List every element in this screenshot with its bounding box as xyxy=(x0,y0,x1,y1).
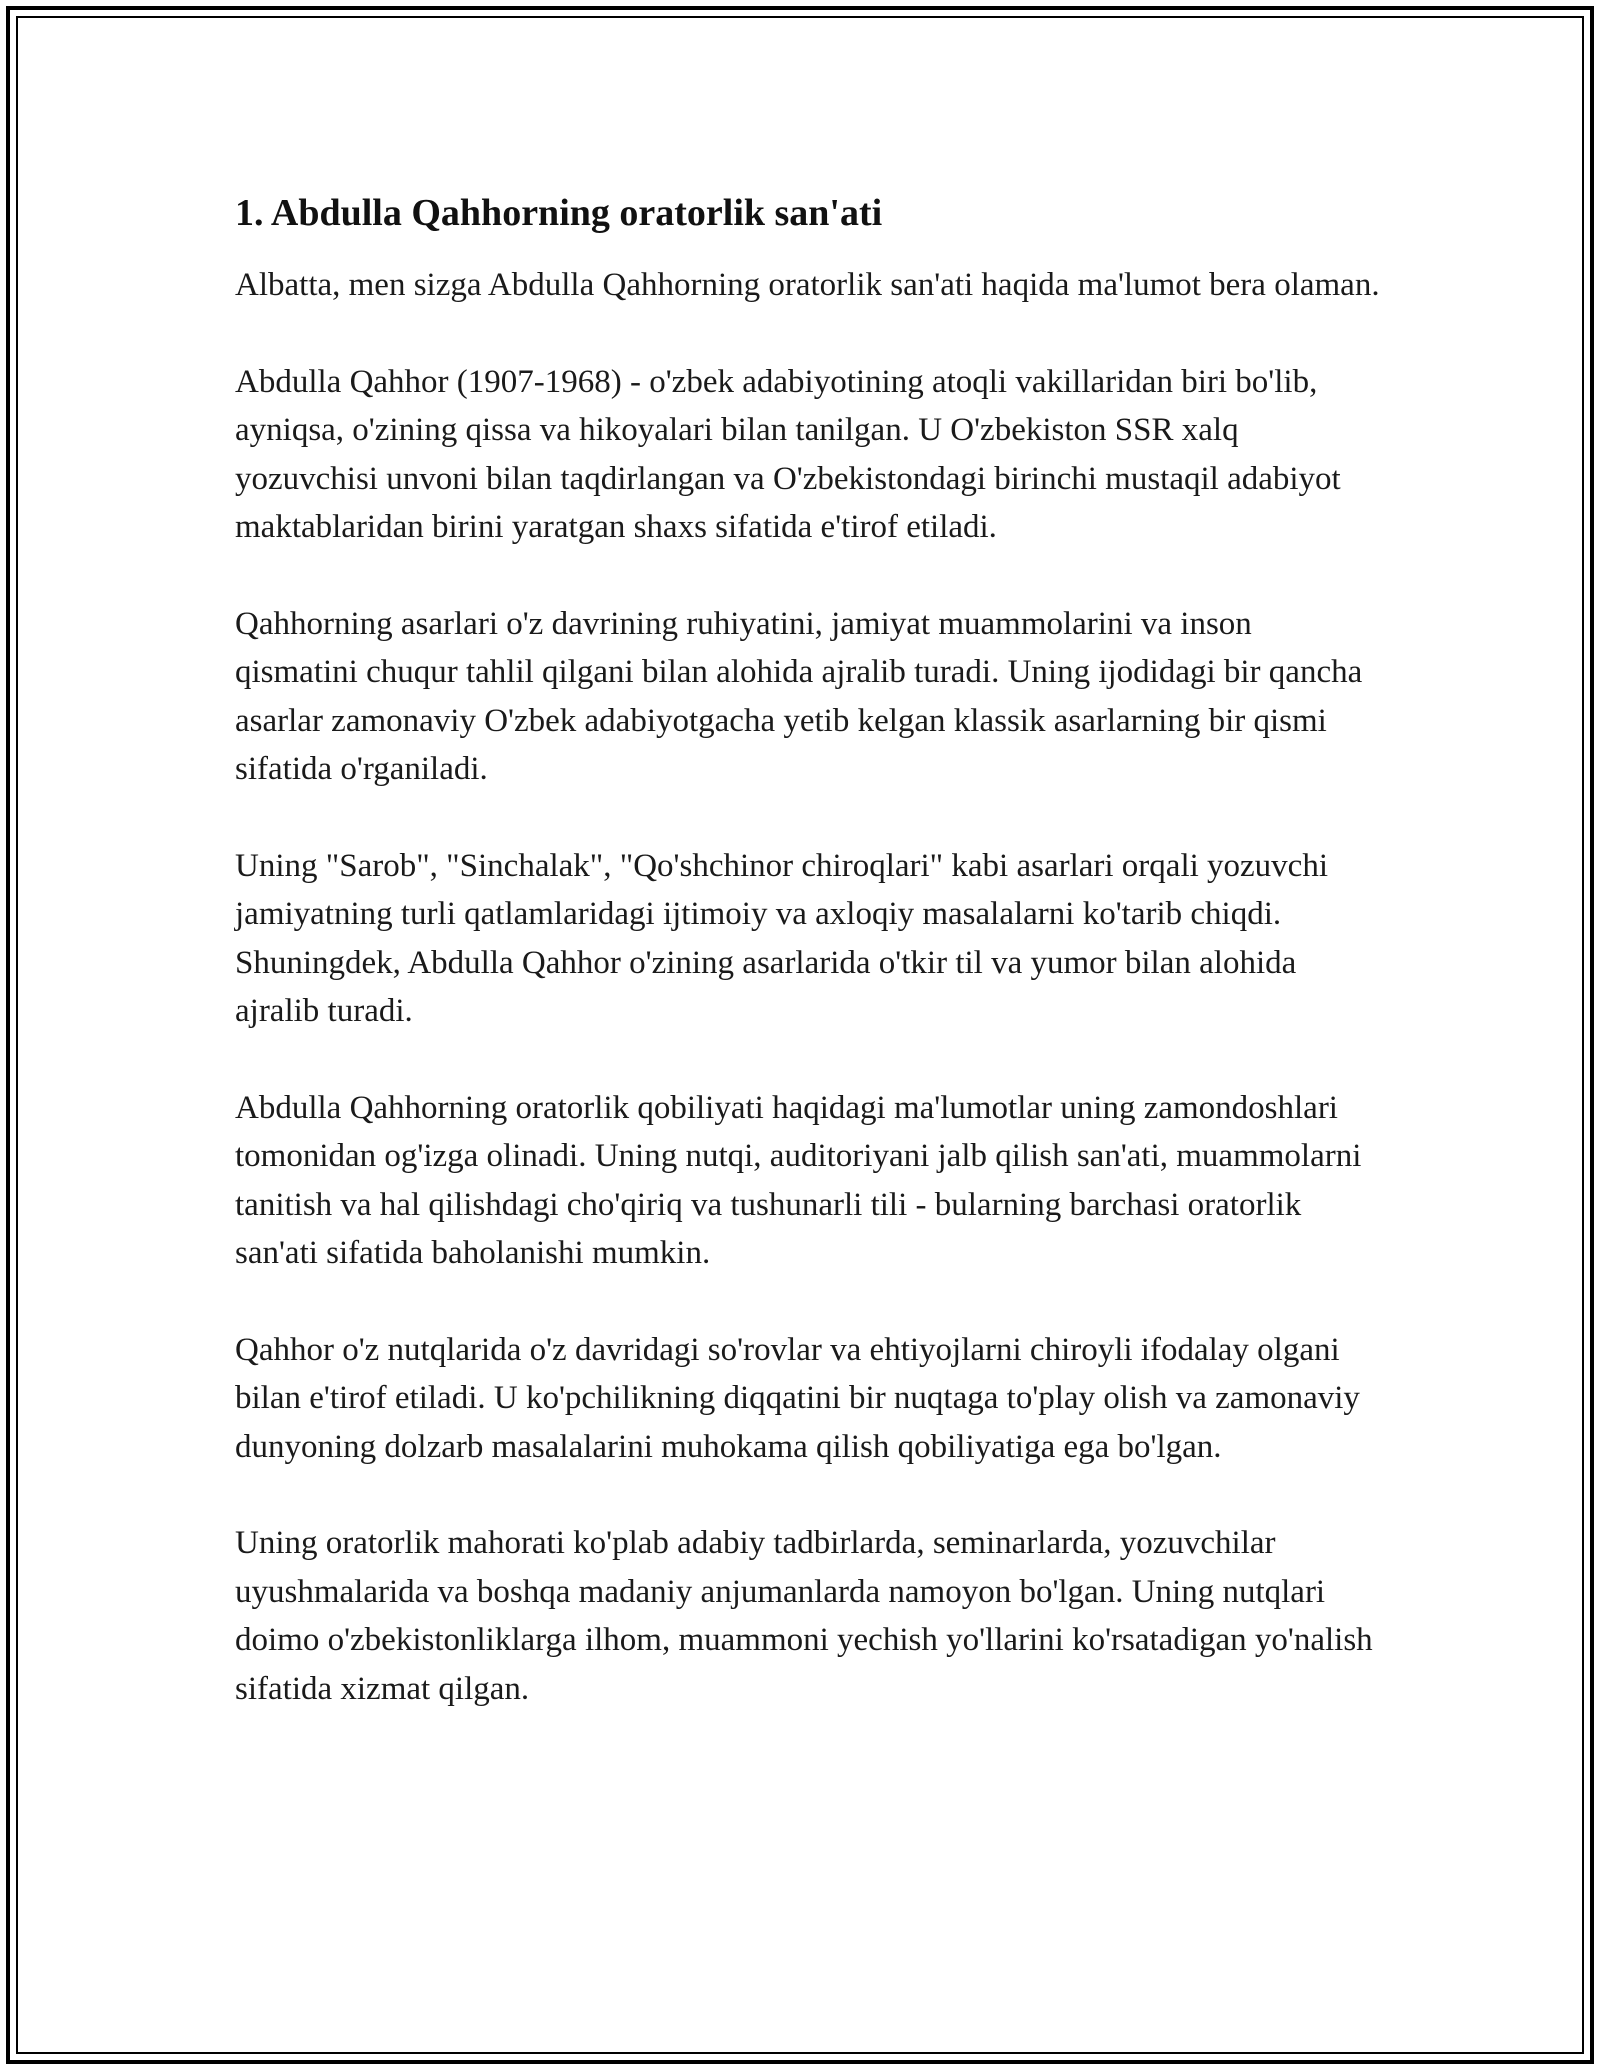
document-body xyxy=(235,185,1380,1761)
paragraph-intro: Albatta, men sizga Abdulla Qahhorning oratorlik san'ati haqida ma'lumot bera olaman. xyxy=(235,267,1380,303)
paragraph-mastery: Uning oratorlik mahorati ko'plab adabiy tadbirlarda, seminarlarda, yozuvchilar uyushmalarida va boshqa madaniy anjumanlarda namoyon bo'lgan. Uning nutqlari doimo o'zbekistonliklarga ilhom, muammoni yechish yo'llarini ko'rsatadigan yo'nalish sifatida xizmat qilgan. xyxy=(235,1525,1373,1707)
paragraph-notable-works: Uning "Sarob", "Sinchalak", "Qo'shchinor chiroqlari" kabi asarlari orqali yozuvchi jamiyatning turli qatlamlaridagi ijtimoiy va axloqiy masalalarni ko'tarib chiqdi. Shuningdek, Abdulla Qahhor o'zining asarlarida o'tkir til va yumor bilan alohida ajralib turadi. xyxy=(235,847,1328,1029)
document-title: 1. Abdulla Qahhorning oratorlik san'ati xyxy=(235,192,883,234)
paragraph-speeches: Qahhor o'z nutqlarida o'z davridagi so'rovlar va ehtiyojlarni chiroyli ifodalay olgani bilan e'tirof etiladi. U ko'pchilikning diqqatini bir nuqtaga to'play olish va zamonaviy dunyoning dolzarb masalalarini muhokama qilish qobiliyatiga ega bo'lgan. xyxy=(235,1331,1360,1465)
paragraph-oratory-ability: Abdulla Qahhorning oratorlik qobiliyati haqidagi ma'lumotlar uning zamondoshlari tomonidan og'izga olinadi. Uning nutqi, auditoriyani jalb qilish san'ati, muammolarni tanitish va hal qilishdagi cho'qiriq va tushunarli tili - bularning barchasi oratorlik san'ati sifatida baholanishi mumkin. xyxy=(235,1089,1362,1271)
paragraph-biography: Abdulla Qahhor (1907-1968) - o'zbek adabiyotining atoqli vakillaridan biri bo'lib, ayniqsa, o'zining qissa va hikoyalari bilan tanilgan. U O'zbekiston SSR xalq yozuvchisi unvoni bilan taqdirlangan va O'zbekistondagi birinchi mustaqil adabiyot maktablaridan birini yaratgan shaxs sifatida e'tirof etiladi. xyxy=(235,363,1341,545)
paragraph-works-analysis: Qahhorning asarlari o'z davrining ruhiyatini, jamiyat muammolarini va inson qismatini chuqur tahlil qilgani bilan alohida ajralib turadi. Uning ijodidagi bir qancha asarlar zamonaviy O'zbek adabiyotgacha yetib kelgan klassik asarlarning bir qismi sifatida o'rganiladi. xyxy=(235,605,1363,787)
